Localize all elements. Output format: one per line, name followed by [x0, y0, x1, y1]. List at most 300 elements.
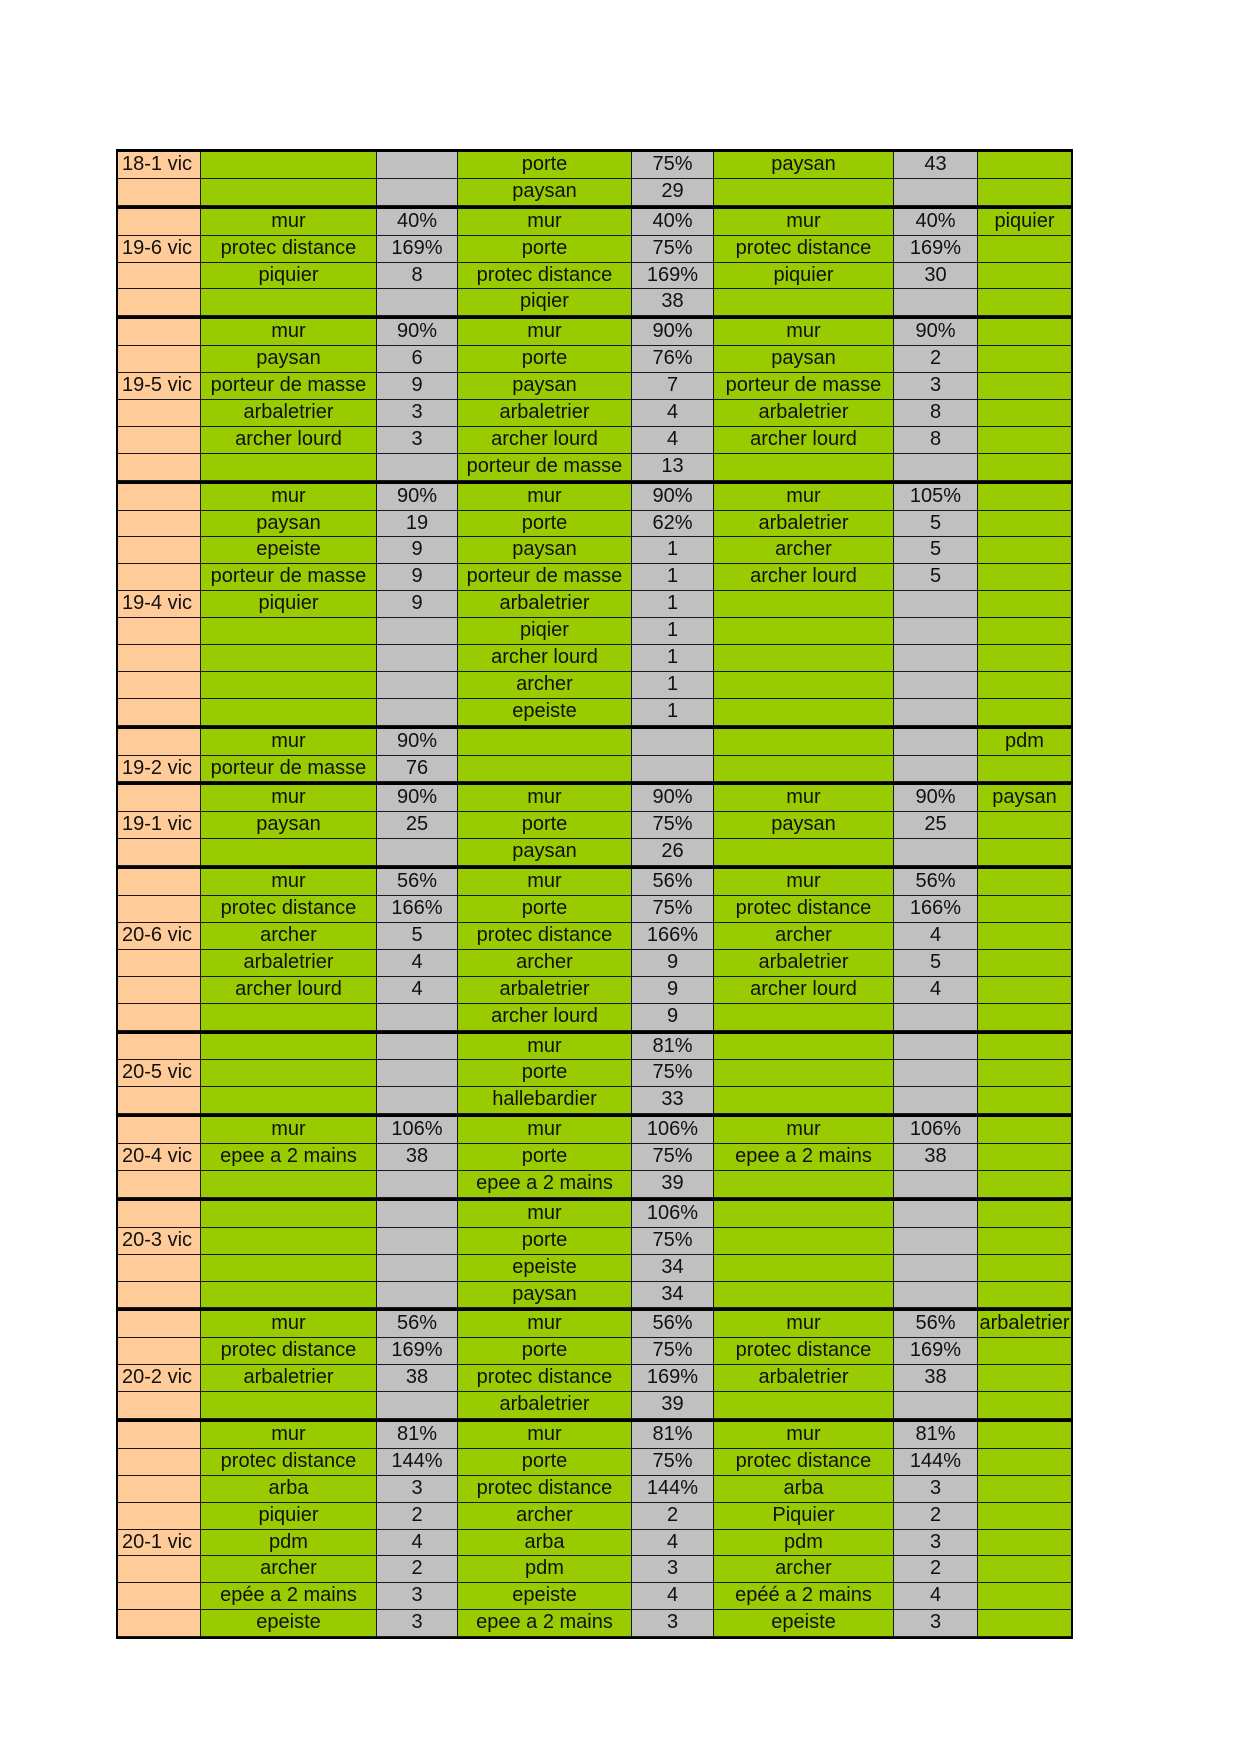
value-cell[interactable]: 3	[377, 1476, 458, 1503]
note-cell[interactable]	[978, 454, 1071, 481]
value-cell[interactable]: 3	[894, 373, 978, 400]
value-cell[interactable]: 1	[632, 591, 714, 618]
note-cell[interactable]	[978, 923, 1071, 950]
unit-cell[interactable]	[714, 729, 894, 756]
unit-cell[interactable]: protec distance	[201, 1449, 377, 1476]
unit-cell[interactable]: porteur de masse	[458, 564, 632, 591]
note-cell[interactable]	[978, 839, 1071, 866]
value-cell[interactable]	[894, 756, 978, 783]
value-cell[interactable]: 4	[894, 977, 978, 1004]
note-cell[interactable]: paysan	[978, 785, 1071, 812]
note-cell[interactable]	[978, 564, 1071, 591]
battle-label-cell[interactable]	[118, 1004, 201, 1031]
unit-cell[interactable]: mur	[458, 1117, 632, 1144]
unit-cell[interactable]: porteur de masse	[201, 564, 377, 591]
unit-cell[interactable]: piquier	[714, 263, 894, 290]
unit-cell[interactable]: arbaletrier	[714, 511, 894, 538]
battle-label-cell[interactable]	[118, 1422, 201, 1449]
note-cell[interactable]	[978, 756, 1071, 783]
battle-label-cell[interactable]: 18-1 vic	[118, 152, 201, 179]
unit-cell[interactable]: mur	[458, 484, 632, 511]
value-cell[interactable]: 9	[632, 1004, 714, 1031]
value-cell[interactable]	[632, 756, 714, 783]
value-cell[interactable]: 76%	[632, 346, 714, 373]
value-cell[interactable]	[377, 1060, 458, 1087]
unit-cell[interactable]: arba	[714, 1476, 894, 1503]
battle-label-cell[interactable]	[118, 1556, 201, 1583]
unit-cell[interactable]: hallebardier	[458, 1087, 632, 1114]
value-cell[interactable]: 3	[377, 400, 458, 427]
unit-cell[interactable]: paysan	[458, 537, 632, 564]
value-cell[interactable]: 4	[894, 923, 978, 950]
note-cell[interactable]	[978, 1060, 1071, 1087]
battle-label-cell[interactable]	[118, 1282, 201, 1309]
value-cell[interactable]: 3	[894, 1476, 978, 1503]
battle-label-cell[interactable]	[118, 1311, 201, 1338]
value-cell[interactable]: 8	[377, 263, 458, 290]
unit-cell[interactable]	[201, 699, 377, 726]
unit-cell[interactable]: archer lourd	[201, 977, 377, 1004]
value-cell[interactable]	[377, 1201, 458, 1228]
note-cell[interactable]	[978, 1530, 1071, 1557]
value-cell[interactable]	[894, 839, 978, 866]
value-cell[interactable]: 56%	[377, 869, 458, 896]
battle-label-cell[interactable]	[118, 1117, 201, 1144]
note-cell[interactable]	[978, 1365, 1071, 1392]
note-cell[interactable]	[978, 1610, 1071, 1637]
battle-label-cell[interactable]	[118, 1476, 201, 1503]
value-cell[interactable]	[894, 1087, 978, 1114]
value-cell[interactable]	[377, 618, 458, 645]
battle-label-cell[interactable]	[118, 896, 201, 923]
unit-cell[interactable]	[201, 1228, 377, 1255]
value-cell[interactable]: 1	[632, 699, 714, 726]
battle-label-cell[interactable]	[118, 1503, 201, 1530]
value-cell[interactable]: 75%	[632, 812, 714, 839]
value-cell[interactable]: 8	[894, 427, 978, 454]
unit-cell[interactable]: epeiste	[714, 1610, 894, 1637]
unit-cell[interactable]: pdm	[458, 1556, 632, 1583]
unit-cell[interactable]: mur	[714, 785, 894, 812]
unit-cell[interactable]: mur	[458, 1422, 632, 1449]
unit-cell[interactable]: archer lourd	[201, 427, 377, 454]
unit-cell[interactable]: mur	[714, 484, 894, 511]
battle-label-cell[interactable]: 19-6 vic	[118, 236, 201, 263]
unit-cell[interactable]: mur	[201, 484, 377, 511]
unit-cell[interactable]: porteur de masse	[201, 756, 377, 783]
note-cell[interactable]	[978, 869, 1071, 896]
value-cell[interactable]	[377, 289, 458, 316]
value-cell[interactable]: 56%	[894, 869, 978, 896]
value-cell[interactable]	[894, 645, 978, 672]
unit-cell[interactable]	[714, 699, 894, 726]
unit-cell[interactable]: epeiste	[458, 1255, 632, 1282]
note-cell[interactable]	[978, 1338, 1071, 1365]
note-cell[interactable]	[978, 236, 1071, 263]
battle-label-cell[interactable]	[118, 209, 201, 236]
unit-cell[interactable]	[458, 756, 632, 783]
value-cell[interactable]: 81%	[894, 1422, 978, 1449]
value-cell[interactable]: 169%	[894, 236, 978, 263]
value-cell[interactable]: 25	[894, 812, 978, 839]
unit-cell[interactable]: protec distance	[201, 1338, 377, 1365]
unit-cell[interactable]	[714, 591, 894, 618]
unit-cell[interactable]: protec distance	[201, 236, 377, 263]
battle-label-cell[interactable]: 20-6 vic	[118, 923, 201, 950]
value-cell[interactable]: 2	[894, 1556, 978, 1583]
battle-label-cell[interactable]	[118, 484, 201, 511]
unit-cell[interactable]: archer lourd	[714, 977, 894, 1004]
value-cell[interactable]: 2	[894, 1503, 978, 1530]
value-cell[interactable]	[377, 1282, 458, 1309]
battle-label-cell[interactable]	[118, 1255, 201, 1282]
note-cell[interactable]	[978, 319, 1071, 346]
value-cell[interactable]: 3	[632, 1610, 714, 1637]
battle-label-cell[interactable]: 20-2 vic	[118, 1365, 201, 1392]
battle-label-cell[interactable]	[118, 1583, 201, 1610]
unit-cell[interactable]: mur	[201, 319, 377, 346]
value-cell[interactable]: 90%	[632, 484, 714, 511]
unit-cell[interactable]: archer	[714, 923, 894, 950]
note-cell[interactable]	[978, 511, 1071, 538]
value-cell[interactable]: 38	[894, 1144, 978, 1171]
unit-cell[interactable]: arbaletrier	[458, 591, 632, 618]
value-cell[interactable]: 81%	[632, 1034, 714, 1061]
unit-cell[interactable]: mur	[201, 1422, 377, 1449]
note-cell[interactable]	[978, 1449, 1071, 1476]
battle-label-cell[interactable]	[118, 511, 201, 538]
value-cell[interactable]: 144%	[632, 1476, 714, 1503]
value-cell[interactable]	[894, 1171, 978, 1198]
battle-label-cell[interactable]	[118, 427, 201, 454]
unit-cell[interactable]: paysan	[458, 839, 632, 866]
value-cell[interactable]: 90%	[377, 484, 458, 511]
unit-cell[interactable]: paysan	[458, 1282, 632, 1309]
unit-cell[interactable]	[201, 1034, 377, 1061]
note-cell[interactable]	[978, 699, 1071, 726]
unit-cell[interactable]	[714, 1201, 894, 1228]
unit-cell[interactable]: epéé a 2 mains	[714, 1583, 894, 1610]
value-cell[interactable]: 169%	[377, 236, 458, 263]
unit-cell[interactable]: protec distance	[201, 896, 377, 923]
note-cell[interactable]	[978, 1583, 1071, 1610]
value-cell[interactable]: 76	[377, 756, 458, 783]
value-cell[interactable]	[894, 729, 978, 756]
value-cell[interactable]: 30	[894, 263, 978, 290]
battle-label-cell[interactable]	[118, 1610, 201, 1637]
value-cell[interactable]: 62%	[632, 511, 714, 538]
value-cell[interactable]: 1	[632, 564, 714, 591]
unit-cell[interactable]: paysan	[458, 179, 632, 206]
battle-label-cell[interactable]	[118, 1171, 201, 1198]
value-cell[interactable]: 5	[894, 950, 978, 977]
value-cell[interactable]: 56%	[377, 1311, 458, 1338]
value-cell[interactable]	[894, 1201, 978, 1228]
value-cell[interactable]: 9	[377, 373, 458, 400]
value-cell[interactable]	[377, 1171, 458, 1198]
unit-cell[interactable]	[201, 1201, 377, 1228]
value-cell[interactable]: 1	[632, 672, 714, 699]
unit-cell[interactable]	[714, 645, 894, 672]
battle-label-cell[interactable]: 19-5 vic	[118, 373, 201, 400]
unit-cell[interactable]: mur	[714, 209, 894, 236]
unit-cell[interactable]	[458, 729, 632, 756]
unit-cell[interactable]: porte	[458, 1144, 632, 1171]
unit-cell[interactable]: porte	[458, 511, 632, 538]
unit-cell[interactable]: mur	[458, 785, 632, 812]
unit-cell[interactable]: mur	[458, 1201, 632, 1228]
unit-cell[interactable]: piqier	[458, 289, 632, 316]
note-cell[interactable]	[978, 373, 1071, 400]
value-cell[interactable]	[894, 289, 978, 316]
unit-cell[interactable]: pdm	[201, 1530, 377, 1557]
value-cell[interactable]	[377, 1392, 458, 1419]
unit-cell[interactable]	[714, 1004, 894, 1031]
value-cell[interactable]	[377, 839, 458, 866]
value-cell[interactable]: 3	[377, 427, 458, 454]
unit-cell[interactable]: porte	[458, 1338, 632, 1365]
unit-cell[interactable]	[201, 645, 377, 672]
value-cell[interactable]: 106%	[377, 1117, 458, 1144]
unit-cell[interactable]: epee a 2 mains	[458, 1171, 632, 1198]
value-cell[interactable]: 5	[894, 511, 978, 538]
value-cell[interactable]: 3	[377, 1583, 458, 1610]
value-cell[interactable]: 106%	[632, 1117, 714, 1144]
value-cell[interactable]: 56%	[632, 869, 714, 896]
battle-label-cell[interactable]	[118, 319, 201, 346]
value-cell[interactable]: 166%	[894, 896, 978, 923]
unit-cell[interactable]: mur	[714, 1117, 894, 1144]
note-cell[interactable]	[978, 484, 1071, 511]
value-cell[interactable]: 9	[377, 591, 458, 618]
unit-cell[interactable]: paysan	[714, 812, 894, 839]
value-cell[interactable]: 3	[894, 1530, 978, 1557]
unit-cell[interactable]	[201, 1392, 377, 1419]
unit-cell[interactable]: archer lourd	[714, 427, 894, 454]
unit-cell[interactable]: porte	[458, 812, 632, 839]
value-cell[interactable]	[377, 179, 458, 206]
battle-label-cell[interactable]	[118, 346, 201, 373]
unit-cell[interactable]: arbaletrier	[714, 1365, 894, 1392]
note-cell[interactable]: pdm	[978, 729, 1071, 756]
note-cell[interactable]	[978, 1392, 1071, 1419]
unit-cell[interactable]: epee a 2 mains	[458, 1610, 632, 1637]
value-cell[interactable]: 5	[894, 564, 978, 591]
value-cell[interactable]: 40%	[377, 209, 458, 236]
value-cell[interactable]: 9	[377, 537, 458, 564]
note-cell[interactable]	[978, 1201, 1071, 1228]
value-cell[interactable]: 56%	[632, 1311, 714, 1338]
unit-cell[interactable]: archer	[458, 672, 632, 699]
value-cell[interactable]: 25	[377, 812, 458, 839]
value-cell[interactable]: 75%	[632, 1144, 714, 1171]
value-cell[interactable]	[377, 454, 458, 481]
value-cell[interactable]: 38	[377, 1365, 458, 1392]
unit-cell[interactable]	[714, 1060, 894, 1087]
value-cell[interactable]: 75%	[632, 1338, 714, 1365]
unit-cell[interactable]: protec distance	[458, 263, 632, 290]
unit-cell[interactable]: mur	[201, 785, 377, 812]
unit-cell[interactable]	[714, 672, 894, 699]
value-cell[interactable]: 1	[632, 645, 714, 672]
value-cell[interactable]	[894, 699, 978, 726]
unit-cell[interactable]: mur	[458, 1311, 632, 1338]
unit-cell[interactable]: mur	[201, 729, 377, 756]
unit-cell[interactable]: mur	[714, 869, 894, 896]
value-cell[interactable]: 169%	[632, 263, 714, 290]
value-cell[interactable]: 144%	[377, 1449, 458, 1476]
value-cell[interactable]: 75%	[632, 1228, 714, 1255]
unit-cell[interactable]	[201, 618, 377, 645]
value-cell[interactable]: 169%	[632, 1365, 714, 1392]
note-cell[interactable]	[978, 346, 1071, 373]
value-cell[interactable]: 34	[632, 1282, 714, 1309]
battle-label-cell[interactable]	[118, 400, 201, 427]
unit-cell[interactable]	[714, 839, 894, 866]
value-cell[interactable]: 33	[632, 1087, 714, 1114]
unit-cell[interactable]: archer	[714, 1556, 894, 1583]
value-cell[interactable]: 9	[632, 977, 714, 1004]
value-cell[interactable]: 90%	[894, 785, 978, 812]
unit-cell[interactable]	[201, 1171, 377, 1198]
unit-cell[interactable]: arbaletrier	[201, 1365, 377, 1392]
note-cell[interactable]: arbaletrier	[978, 1311, 1071, 1338]
value-cell[interactable]: 166%	[632, 923, 714, 950]
unit-cell[interactable]: arbaletrier	[458, 1392, 632, 1419]
value-cell[interactable]: 4	[377, 1530, 458, 1557]
note-cell[interactable]	[978, 1228, 1071, 1255]
unit-cell[interactable]	[714, 756, 894, 783]
value-cell[interactable]: 90%	[632, 319, 714, 346]
note-cell[interactable]	[978, 1171, 1071, 1198]
value-cell[interactable]: 81%	[377, 1422, 458, 1449]
unit-cell[interactable]: arbaletrier	[201, 400, 377, 427]
note-cell[interactable]	[978, 896, 1071, 923]
battle-label-cell[interactable]	[118, 179, 201, 206]
value-cell[interactable]: 3	[632, 1556, 714, 1583]
note-cell[interactable]	[978, 618, 1071, 645]
battle-label-cell[interactable]: 19-1 vic	[118, 812, 201, 839]
value-cell[interactable]	[894, 672, 978, 699]
battle-label-cell[interactable]: 20-5 vic	[118, 1060, 201, 1087]
unit-cell[interactable]	[714, 1087, 894, 1114]
value-cell[interactable]: 2	[377, 1503, 458, 1530]
battle-label-cell[interactable]	[118, 729, 201, 756]
value-cell[interactable]: 75%	[632, 896, 714, 923]
note-cell[interactable]	[978, 1503, 1071, 1530]
unit-cell[interactable]: epée a 2 mains	[201, 1583, 377, 1610]
unit-cell[interactable]: mur	[714, 1311, 894, 1338]
note-cell[interactable]: piquier	[978, 209, 1071, 236]
battle-label-cell[interactable]	[118, 1449, 201, 1476]
battle-label-cell[interactable]	[118, 950, 201, 977]
value-cell[interactable]: 4	[632, 1530, 714, 1557]
note-cell[interactable]	[978, 591, 1071, 618]
battle-label-cell[interactable]	[118, 699, 201, 726]
battle-label-cell[interactable]	[118, 454, 201, 481]
battle-label-cell[interactable]	[118, 672, 201, 699]
unit-cell[interactable]	[201, 1087, 377, 1114]
unit-cell[interactable]: porte	[458, 1228, 632, 1255]
battle-label-cell[interactable]	[118, 1338, 201, 1365]
unit-cell[interactable]	[201, 1004, 377, 1031]
value-cell[interactable]: 8	[894, 400, 978, 427]
battle-label-cell[interactable]: 20-3 vic	[118, 1228, 201, 1255]
value-cell[interactable]: 56%	[894, 1311, 978, 1338]
battle-label-cell[interactable]	[118, 537, 201, 564]
unit-cell[interactable]	[201, 839, 377, 866]
battle-label-cell[interactable]	[118, 869, 201, 896]
unit-cell[interactable]: arbaletrier	[714, 400, 894, 427]
value-cell[interactable]: 75%	[632, 1060, 714, 1087]
value-cell[interactable]: 4	[632, 427, 714, 454]
unit-cell[interactable]: archer lourd	[458, 645, 632, 672]
unit-cell[interactable]: protec distance	[714, 896, 894, 923]
value-cell[interactable]: 106%	[894, 1117, 978, 1144]
note-cell[interactable]	[978, 1422, 1071, 1449]
unit-cell[interactable]: epeiste	[458, 1583, 632, 1610]
note-cell[interactable]	[978, 672, 1071, 699]
unit-cell[interactable]	[714, 1255, 894, 1282]
value-cell[interactable]: 29	[632, 179, 714, 206]
battle-label-cell[interactable]	[118, 977, 201, 1004]
note-cell[interactable]	[978, 289, 1071, 316]
unit-cell[interactable]: mur	[714, 319, 894, 346]
value-cell[interactable]: 75%	[632, 152, 714, 179]
note-cell[interactable]	[978, 152, 1071, 179]
value-cell[interactable]	[377, 672, 458, 699]
unit-cell[interactable]: protec distance	[458, 923, 632, 950]
value-cell[interactable]: 2	[632, 1503, 714, 1530]
unit-cell[interactable]: porte	[458, 346, 632, 373]
unit-cell[interactable]	[714, 454, 894, 481]
unit-cell[interactable]: protec distance	[714, 236, 894, 263]
unit-cell[interactable]: porte	[458, 152, 632, 179]
value-cell[interactable]: 13	[632, 454, 714, 481]
note-cell[interactable]	[978, 537, 1071, 564]
note-cell[interactable]	[978, 977, 1071, 1004]
value-cell[interactable]: 3	[894, 1610, 978, 1637]
value-cell[interactable]: 169%	[377, 1338, 458, 1365]
unit-cell[interactable]: epee a 2 mains	[201, 1144, 377, 1171]
unit-cell[interactable]	[201, 289, 377, 316]
unit-cell[interactable]: Piquier	[714, 1503, 894, 1530]
battle-label-cell[interactable]	[118, 839, 201, 866]
value-cell[interactable]	[377, 645, 458, 672]
note-cell[interactable]	[978, 427, 1071, 454]
value-cell[interactable]	[377, 152, 458, 179]
unit-cell[interactable]: mur	[201, 1117, 377, 1144]
value-cell[interactable]: 43	[894, 152, 978, 179]
note-cell[interactable]	[978, 1034, 1071, 1061]
unit-cell[interactable]: mur	[201, 1311, 377, 1338]
unit-cell[interactable]: archer	[201, 1556, 377, 1583]
unit-cell[interactable]: porte	[458, 896, 632, 923]
unit-cell[interactable]	[714, 289, 894, 316]
unit-cell[interactable]: paysan	[201, 812, 377, 839]
note-cell[interactable]	[978, 1117, 1071, 1144]
unit-cell[interactable]: epeiste	[458, 699, 632, 726]
unit-cell[interactable]	[714, 1034, 894, 1061]
value-cell[interactable]: 19	[377, 511, 458, 538]
unit-cell[interactable]: mur	[714, 1422, 894, 1449]
note-cell[interactable]	[978, 812, 1071, 839]
battle-label-cell[interactable]	[118, 263, 201, 290]
unit-cell[interactable]: porte	[458, 236, 632, 263]
note-cell[interactable]	[978, 1255, 1071, 1282]
value-cell[interactable]	[632, 729, 714, 756]
unit-cell[interactable]: pdm	[714, 1530, 894, 1557]
